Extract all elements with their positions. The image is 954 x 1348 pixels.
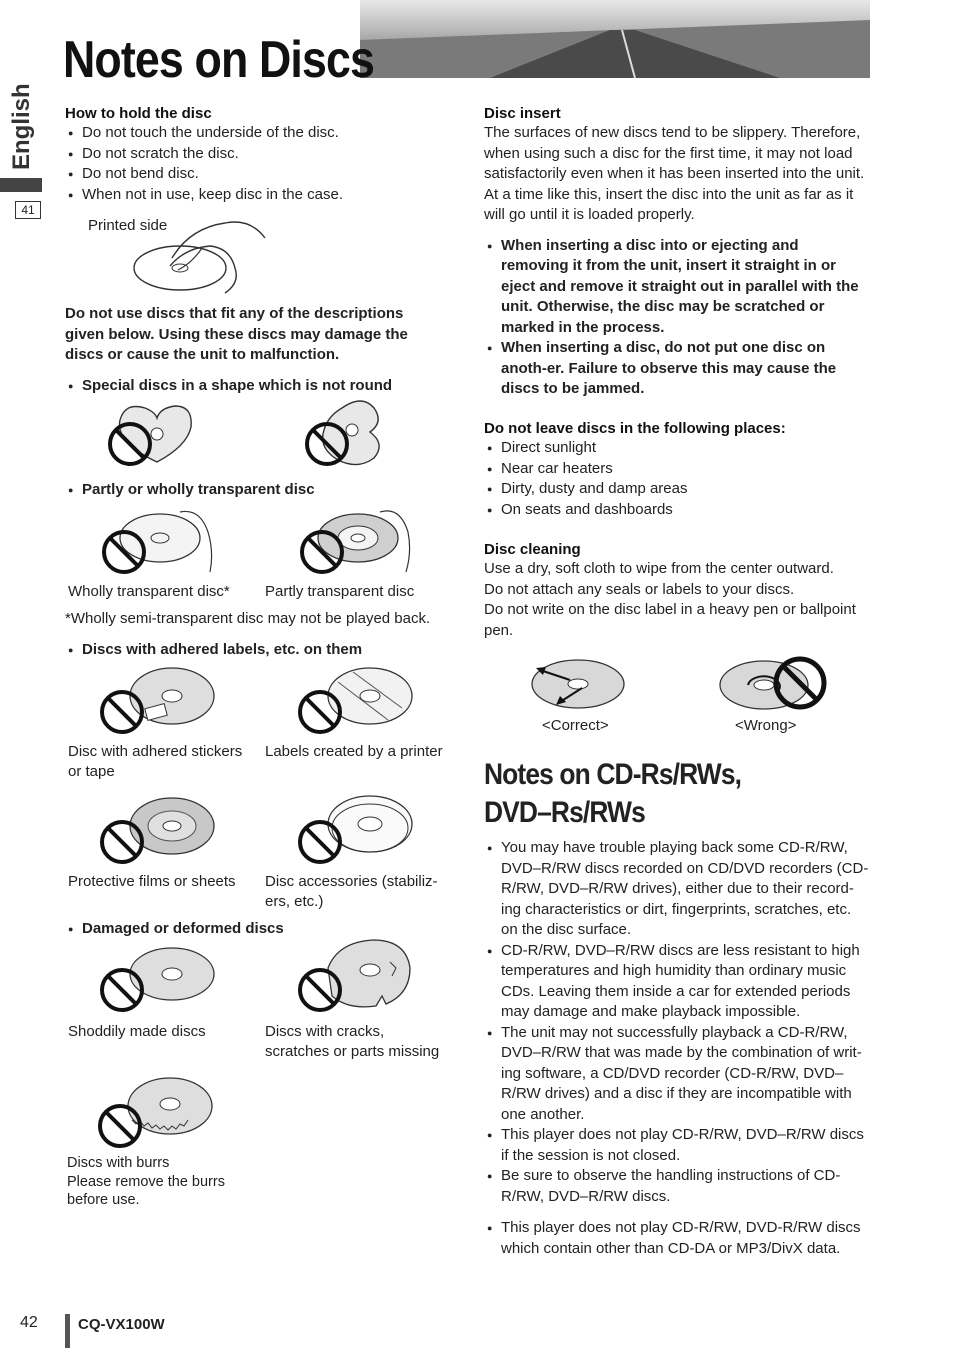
list-item: ● On seats and dashboards (484, 500, 870, 521)
footer-divider (65, 1314, 70, 1348)
shoddy-disc-illustration (100, 944, 220, 1016)
list-item: ● Direct sunlight (484, 438, 870, 459)
cdr-section (484, 756, 870, 1259)
language-tab-bar (0, 178, 42, 192)
cracked-disc-illustration (298, 938, 418, 1016)
list-item: ● Near car heaters (484, 459, 870, 480)
list-item: ● Be sure to observe the handling instructions of CD-R/RW, DVD–R/RW discs. (484, 1166, 870, 1207)
list-item: ● CD-R/RW, DVD–R/RW discs are less resistant to high temperatures and high humidity than ordinary music CDs. Leaving them inside a car for extended periods may damage and make playback impossible. (484, 941, 870, 1023)
list-item: ● Do not bend disc. (65, 164, 445, 185)
page-number: 42 (20, 1314, 38, 1331)
disc-with-sticker-illustration (100, 662, 220, 738)
list-item: ● Do not scratch the disc. (65, 144, 445, 165)
list-item: ● Dirty, dusty and damp areas (484, 479, 870, 500)
hold-heading: How to hold the disc (65, 105, 212, 122)
labels-heading: ● Discs with adhered labels, etc. on them (65, 640, 445, 661)
cleaning-line: Use a dry, soft cloth to wipe from the center outward. (484, 560, 834, 577)
heart-shaped-disc-illustration (105, 402, 205, 470)
caption-printer-labels: Labels created by a printer (265, 743, 443, 760)
partly-transparent-disc-illustration (298, 502, 418, 577)
protective-film-disc-illustration (100, 790, 220, 866)
damaged-heading: ● Damaged or deformed discs (65, 919, 445, 940)
caption-stickers: Disc with adhered stickers or tape (68, 743, 243, 780)
model-name: CQ-VX100W (78, 1316, 165, 1333)
cleaning-heading: Disc cleaning (484, 541, 581, 558)
correct-cleaning-illustration (530, 658, 630, 710)
section-page-ref: 41 (15, 201, 41, 219)
list-item: ● The unit may not successfully playback a CD-R/RW, DVD–R/RW that was made by the combination of writ-ing software, a CD/DVD recorder (CD-R/RW, DVD–R/RW drives) and a disc if they are incompatible with one another. (484, 1023, 870, 1126)
irregular-shaped-disc-illustration (302, 398, 402, 470)
printer-label-disc-illustration (298, 662, 418, 738)
list-item: ● When inserting a disc, do not put one disc on anoth-er. Failure to observe this may cause the discs to be jammed. (484, 338, 870, 400)
correct-label: <Correct> (542, 717, 609, 734)
places-list (484, 438, 870, 520)
caption-accessories: Disc accessories (stabiliz-ers, etc.) (265, 873, 438, 910)
wrong-label: <Wrong> (735, 717, 797, 734)
list-item: ● This player does not play CD-R/RW, DVD–R/RW discs if the session is not closed. (484, 1125, 870, 1166)
insert-bullets (484, 236, 870, 400)
special-heading: ● Special discs in a shape which is not round (65, 376, 445, 397)
caption-partly-transparent: Partly transparent disc (265, 583, 415, 600)
language-label: English (8, 83, 35, 170)
disc-with-burrs-illustration (98, 1074, 218, 1150)
list-item: ● This player does not play CD-R/RW, DVD-R/RW discs which contain other than CD-DA or MP3/DivX data. (484, 1218, 870, 1259)
places-heading: Do not leave discs in the following places: (484, 420, 786, 437)
page-title: Notes on Discs (63, 31, 375, 89)
hold-section (65, 105, 445, 205)
warning-text: Do not use discs that fit any of the descriptions given below. Using these discs may damage the discs or cause the unit to malfunction. (65, 305, 408, 363)
caption-films: Protective films or sheets (68, 873, 236, 890)
list-item: ● When not in use, keep disc in the case. (65, 185, 445, 206)
special-list (65, 376, 445, 397)
list-item: ● When inserting a disc into or ejecting and removing it from the unit, insert it straight in or eject and remove it straight out in parallel with the unit. Otherwise, the disc may be scratched or marked in the process. (484, 236, 870, 339)
disc-accessory-illustration (298, 790, 418, 866)
caption-burrs: Discs with burrs (67, 1155, 170, 1171)
hold-list (65, 123, 445, 205)
cleaning-line: Do not write on the disc label in a heavy pen or ballpoint pen. (484, 601, 856, 639)
caption-cracks: Discs with cracks, scratches or parts missing (265, 1023, 440, 1060)
insert-section (484, 105, 870, 400)
caption-wholly-transparent: Wholly transparent disc* (68, 583, 230, 600)
wrong-cleaning-illustration (718, 655, 828, 711)
cdr-list (484, 838, 870, 1259)
list-item: ● Do not touch the underside of the disc. (65, 123, 445, 144)
places-section (484, 420, 870, 520)
cdr-title-line-1: Notes on CD-Rs/RWs, (484, 758, 742, 791)
damaged-list (65, 919, 445, 940)
cleaning-section (484, 541, 870, 641)
insert-body: The surfaces of new discs tend to be slippery. Therefore, when using such a disc for the first time, it may not load satisfactorily even when it has been inserted into the unit. At a time like this, insert the disc into the unit as far as it will go until it is loaded properly. (484, 124, 865, 223)
wholly-transparent-disc-illustration (100, 502, 220, 577)
cleaning-line: Do not attach any seals or labels to your discs. (484, 580, 795, 598)
footnote: *Wholly semi-transparent disc may not be played back. (65, 610, 431, 627)
burrs-caption (67, 1154, 267, 1210)
transparent-heading: ● Partly or wholly transparent disc (65, 480, 445, 501)
transparent-list (65, 480, 445, 501)
insert-heading: Disc insert (484, 105, 561, 122)
caption-burrs-note: Please remove the burrs before use. (67, 1173, 225, 1208)
hand-holding-disc-illustration (130, 218, 270, 298)
list-item: ● You may have trouble playing back some CD-R/RW, DVD–R/RW discs recorded on CD/DVD recorders (CD-R/RW, DVD–R/RW drives), either due to their record-ing characteristics or dirt, fingerprints, scratches, etc. on the disc surface. (484, 838, 870, 941)
printed-side-label: Printed side (88, 217, 168, 234)
caption-shoddy: Shoddily made discs (68, 1023, 206, 1040)
cdr-title-line-2: DVD–Rs/RWs (484, 796, 645, 829)
labels-list (65, 640, 445, 661)
header-road-photo (360, 0, 870, 78)
